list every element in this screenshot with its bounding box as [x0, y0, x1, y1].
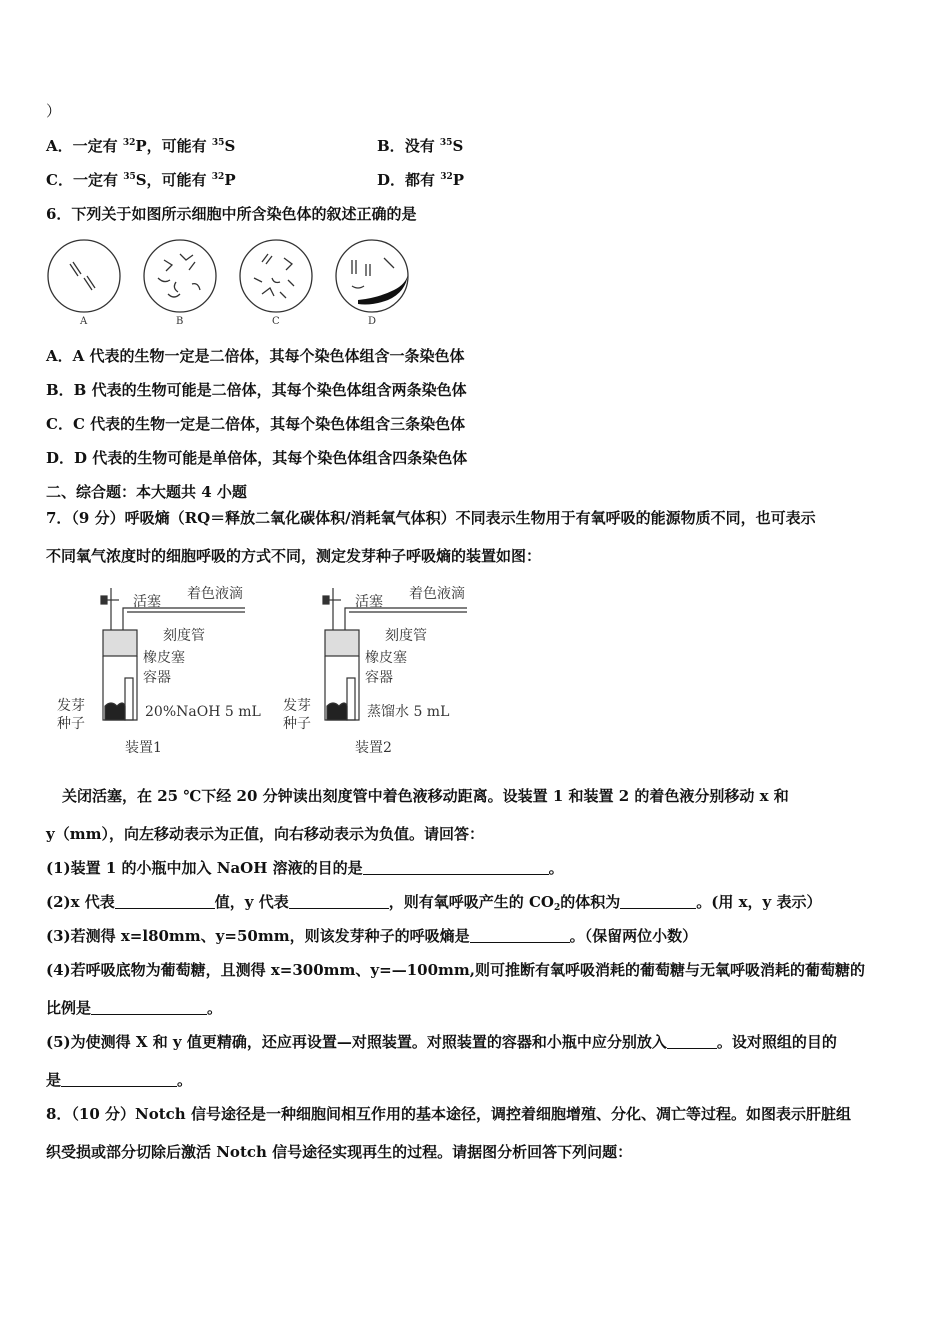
cell-b-icon: [144, 240, 216, 312]
q6-option-d: D．D 代表的生物可能是单倍体，其每个染色体组含四条染色体: [46, 449, 468, 467]
q7-sub3: (3)若测得 x=l80mm、y=50mm，则该发芽种子的呼吸熵是 。（保留两位小数）: [46, 927, 698, 945]
device2-tube-label: 刻度管: [385, 628, 427, 644]
q8-stem-line1: 8．（10 分）Notch 信号途径是一种细胞间相互作用的基本途径，调控着细胞增殖、分化、凋亡等过程。如图表示肝脏组: [46, 1105, 851, 1123]
answer-blank[interactable]: [289, 894, 389, 909]
q5-option-a: A．一定有 $^{32}$P，可能有 $^{35}$S: [46, 137, 236, 155]
device2-name: 装置2: [355, 740, 392, 756]
q7-sub4-line2: 比例是 。: [46, 999, 223, 1017]
answer-blank[interactable]: [91, 1000, 207, 1015]
chromosome-cells-figure: [40, 232, 420, 332]
q5-option-b: B．没有 $^{35}$S: [377, 137, 464, 155]
cell-c-icon: [240, 240, 312, 312]
q5-option-d: D．都有 $^{32}$P: [377, 171, 465, 189]
device1-tube-label: 刻度管: [163, 628, 205, 644]
cell-label-d: D: [368, 316, 377, 327]
q5-option-c: C．一定有 $^{35}$S，可能有 $^{32}$P: [46, 171, 236, 189]
device1-stopcock-label: 活塞: [133, 594, 161, 610]
q7-sub2: (2)x 代表 值，y 代表 ，则有氧呼吸产生的 $CO_2$的体积为 。(用 x，y 表示）: [46, 893, 822, 913]
device2-liquid-label: 蒸馏水 5 mL: [367, 704, 450, 720]
device1-name: 装置1: [125, 740, 162, 756]
cell-label-c: C: [272, 316, 280, 327]
q6-option-a: A．A 代表的生物一定是二倍体，其每个染色体组含一条染色体: [46, 347, 465, 365]
cell-d-dark-chromosome-icon: [358, 274, 408, 305]
answer-blank[interactable]: [620, 894, 696, 909]
q8-stem-line2: 织受损或部分切除后激活 Notch 信号途径实现再生的过程。请据图分析回答下列问题：: [46, 1143, 633, 1161]
cell-label-a: A: [80, 316, 88, 327]
device1-seeds-label-2: 种子: [57, 716, 85, 732]
cell-label-b: B: [176, 316, 184, 327]
q7-sub5-line1: (5)为使测得 X 和 y 值更精确，还应再设置—对照装置。对照装置的容器和小瓶中应分别放入 。设对照组的目的: [46, 1033, 837, 1051]
q6-option-b: B．B 代表的生物可能是二倍体，其每个染色体组含两条染色体: [46, 381, 467, 399]
cell-a-icon: [48, 240, 120, 312]
section-heading: 二、综合题：本大题共 4 小题: [46, 483, 247, 501]
q7-paragraph-line1: 关闭活塞，在 25 ℃下经 20 分钟读出刻度管中着色液移动距离。设装置 1 和装置 2 的着色液分别移动 x 和: [62, 787, 789, 805]
q7-paragraph-line2: y（mm），向左移动表示为正值，向右移动表示为负值。请回答：: [46, 825, 484, 843]
device2-seeds-label-1: 发芽: [283, 698, 311, 714]
q7-stem-line1: 7．（9 分）呼吸熵（RQ＝释放二氧化碳体积/消耗氧气体积）不同表示生物用于有氧呼吸的能源物质不同，也可表示: [46, 509, 816, 527]
q7-sub4-line1: (4)若呼吸底物为葡萄糖，且测得 x=300mm、y=—100mm,则可推断有氧呼吸消耗的葡萄糖与无氧呼吸消耗的葡萄糖的: [46, 961, 865, 979]
device2-seeds-label-2: 种子: [283, 716, 311, 732]
answer-blank[interactable]: [61, 1072, 177, 1087]
device1-stopper-label: 橡皮塞: [143, 650, 185, 666]
q6-stem: 6．下列关于如图所示细胞中所含染色体的叙述正确的是: [46, 205, 417, 223]
device2-container-label: 容器: [365, 670, 393, 686]
device2-droplet-label: 着色液滴: [409, 586, 465, 602]
device1-seeds-label-1: 发芽: [57, 698, 85, 714]
answer-blank[interactable]: [115, 894, 215, 909]
q7-stem-line2: 不同氧气浓度时的细胞呼吸的方式不同，测定发芽种子呼吸熵的装置如图：: [46, 547, 542, 565]
device1-liquid-label: 20%NaOH 5 mL: [145, 704, 261, 720]
device2-stopper-label: 橡皮塞: [365, 650, 407, 666]
answer-blank[interactable]: [363, 860, 549, 875]
q7-sub5-line2: 是 。: [46, 1071, 193, 1089]
device2-stopcock-label: 活塞: [355, 594, 383, 610]
device1-container-label: 容器: [143, 670, 171, 686]
respiration-apparatus-figure: [55, 580, 495, 760]
answer-blank[interactable]: [470, 928, 570, 943]
answer-blank[interactable]: [667, 1034, 717, 1049]
device1-droplet-label: 着色液滴: [187, 586, 243, 602]
continuation-paren: ）: [46, 102, 62, 120]
q6-option-c: C．C 代表的生物一定是二倍体，其每个染色体组含三条染色体: [46, 415, 466, 433]
q7-sub1: (1)装置 1 的小瓶中加入 NaOH 溶液的目的是 。: [46, 859, 564, 877]
